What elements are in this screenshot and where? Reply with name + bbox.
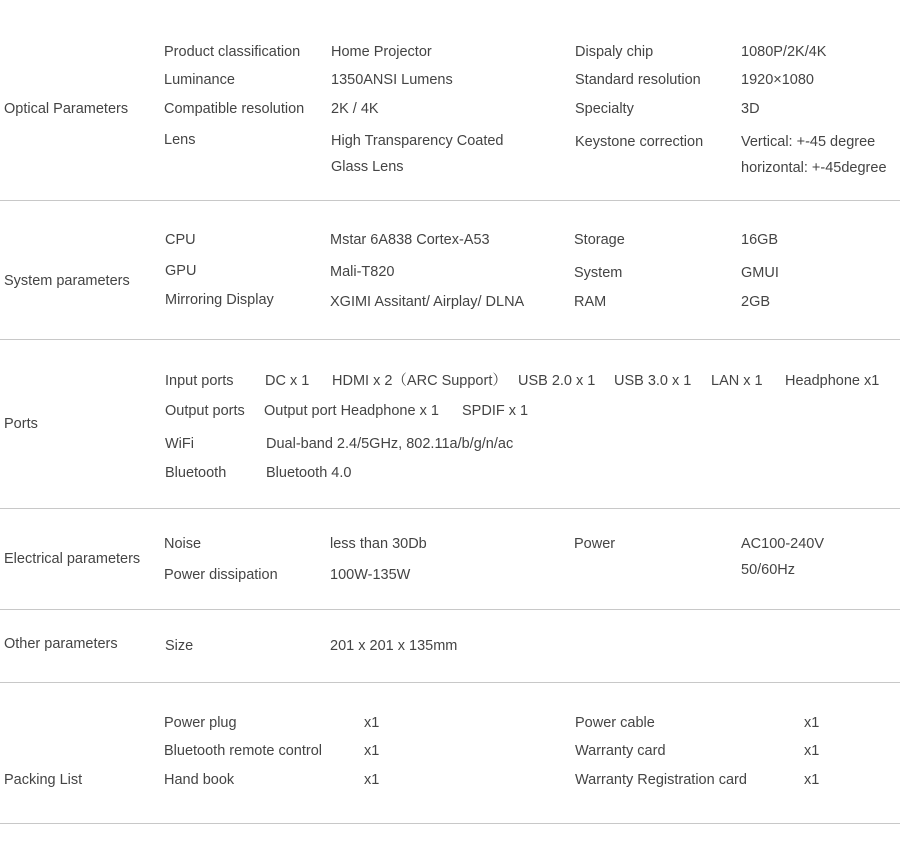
spec-label: GPU <box>165 263 197 279</box>
spec-value: GMUI <box>741 265 779 281</box>
spec-label: CPU <box>165 232 196 248</box>
section-title: System parameters <box>4 273 130 289</box>
spec-value: 3D <box>741 101 760 117</box>
spec-value: 201 x 201 x 135mm <box>330 638 458 654</box>
spec-label: Storage <box>574 232 625 248</box>
spec-label: Keystone correction <box>575 134 704 150</box>
spec-value: High Transparency Coated <box>331 133 504 149</box>
spec-label: Product classification <box>164 44 301 60</box>
port-item: Output port Headphone x 1 <box>264 403 439 419</box>
section-title: Other parameters <box>4 636 118 652</box>
spec-label: Compatible resolution <box>164 101 305 117</box>
spec-value: less than 30Db <box>330 536 427 552</box>
port-item: SPDIF x 1 <box>462 403 529 419</box>
pack-qty: x1 <box>804 772 820 788</box>
spec-value: Home Projector <box>331 44 432 60</box>
port-item: USB 2.0 x 1 <box>518 373 596 389</box>
spec-value: Mali-T820 <box>330 264 395 280</box>
port-item: Headphone x1 <box>785 373 880 389</box>
pack-item: Hand book <box>164 772 235 788</box>
section-title: Ports <box>4 416 38 432</box>
spec-value: XGIMI Assitant/ Airplay/ DLNA <box>330 294 525 310</box>
port-item: HDMI x 2（ARC Support） <box>332 373 507 389</box>
port-item: USB 3.0 x 1 <box>614 373 692 389</box>
spec-value: AC100-240V <box>741 536 825 552</box>
spec-value: Vertical: +-45 degree <box>741 134 876 150</box>
divider <box>0 200 900 201</box>
spec-label: System <box>574 265 623 281</box>
pack-qty: x1 <box>364 743 380 759</box>
spec-value: 100W-135W <box>330 567 411 583</box>
pack-item: Power cable <box>575 715 655 731</box>
pack-item: Bluetooth remote control <box>164 743 322 759</box>
section-title: Electrical parameters <box>4 551 141 567</box>
spec-label: Output ports <box>165 403 245 419</box>
spec-label: Noise <box>164 536 202 552</box>
spec-value: 1080P/2K/4K <box>741 44 827 60</box>
spec-value: Dual-band 2.4/5GHz, 802.11a/b/g/n/ac <box>266 436 514 452</box>
spec-value: 16GB <box>741 232 779 248</box>
pack-item: Power plug <box>164 715 237 731</box>
divider <box>0 609 900 610</box>
spec-label: Mirroring Display <box>165 292 274 308</box>
spec-label: Specialty <box>575 101 634 117</box>
port-item: LAN x 1 <box>711 373 763 389</box>
pack-item: Warranty card <box>575 743 666 759</box>
spec-label: Bluetooth <box>165 465 227 481</box>
pack-qty: x1 <box>364 772 380 788</box>
port-item: DC x 1 <box>265 373 310 389</box>
spec-label: Lens <box>164 132 196 148</box>
spec-value: Bluetooth 4.0 <box>266 465 352 481</box>
spec-label: Luminance <box>164 72 235 88</box>
spec-label: Standard resolution <box>575 72 701 88</box>
section-title: Packing List <box>4 772 83 788</box>
divider <box>0 682 900 683</box>
spec-value: Mstar 6A838 Cortex-A53 <box>330 232 490 248</box>
spec-value: 2K / 4K <box>331 101 379 117</box>
spec-label: Dispaly chip <box>575 44 654 60</box>
section-title: Optical Parameters <box>4 101 129 117</box>
spec-label: Size <box>165 638 194 654</box>
pack-qty: x1 <box>804 743 820 759</box>
spec-label: Power <box>574 536 616 552</box>
spec-value: horizontal: +-45degree <box>741 160 887 176</box>
divider <box>0 823 900 824</box>
divider <box>0 508 900 509</box>
spec-value: 1920×1080 <box>741 72 814 88</box>
spec-label: WiFi <box>165 436 194 452</box>
spec-label: Input ports <box>165 373 234 389</box>
divider <box>0 339 900 340</box>
spec-label: Power dissipation <box>164 567 278 583</box>
pack-qty: x1 <box>364 715 380 731</box>
spec-label: RAM <box>574 294 607 310</box>
spec-value: 2GB <box>741 294 771 310</box>
spec-value: 1350ANSI Lumens <box>331 72 453 88</box>
spec-value: Glass Lens <box>331 159 404 175</box>
spec-value: 50/60Hz <box>741 562 796 578</box>
pack-qty: x1 <box>804 715 820 731</box>
pack-item: Warranty Registration card <box>575 772 747 788</box>
